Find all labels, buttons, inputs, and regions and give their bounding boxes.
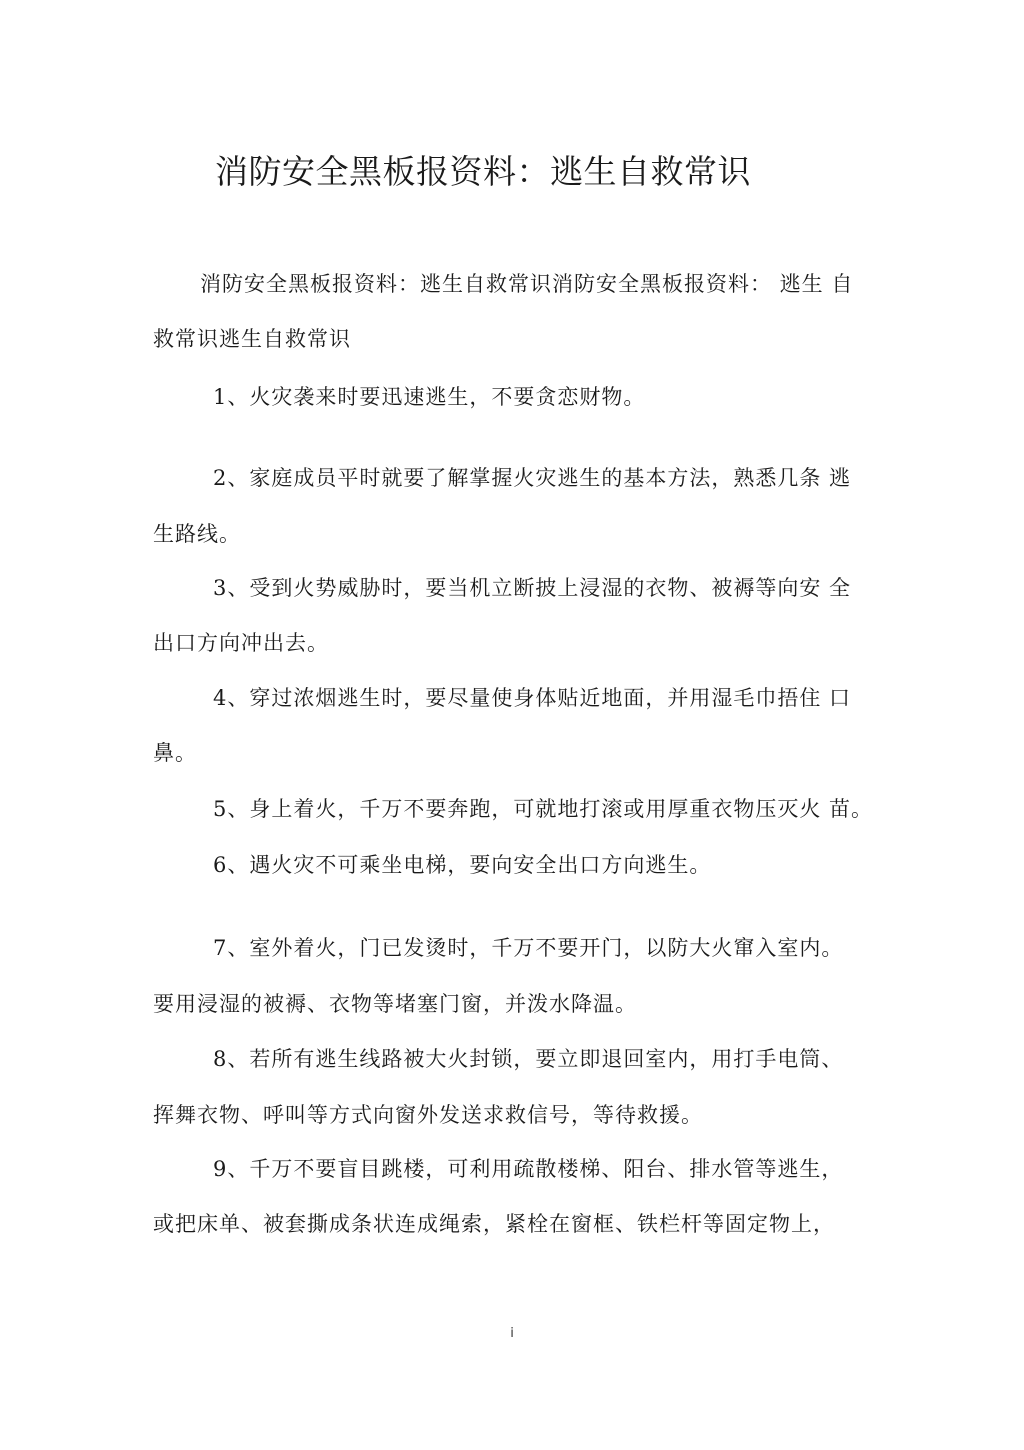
paragraph-line: 要用浸湿的被褥、衣物等堵塞门窗，并泼水降温。: [153, 992, 637, 1016]
paragraph-line: 或把床单、被套撕成条状连成绳索，紧栓在窗框、铁栏杆等固定物上，: [153, 1212, 835, 1236]
paragraph-line: 8、若所有逃生线路被大火封锁，要立即退回室内，用打手电筒、: [213, 1047, 844, 1071]
paragraph-line: 出口方向冲出去。: [153, 631, 329, 655]
paragraph-line: 消防安全黑板报资料：逃生自救常识消防安全黑板报资料： 逃生 自: [200, 272, 854, 296]
paragraph-line: 3、受到火势威胁时，要当机立断披上浸湿的衣物、被褥等向安 全: [213, 576, 852, 600]
paragraph-line: 9、千万不要盲目跳楼，可利用疏散楼梯、阳台、排水管等逃生，: [213, 1157, 844, 1181]
paragraph-line: 挥舞衣物、呼叫等方式向窗外发送求救信号，等待救援。: [153, 1103, 703, 1127]
paragraph-line: 救常识逃生自救常识: [153, 327, 351, 351]
paragraph-line: 1、火灾袭来时要迅速逃生，不要贪恋财物。: [213, 385, 646, 409]
page-number: i: [510, 1326, 514, 1341]
paragraph-line: 5、身上着火，千万不要奔跑，可就地打滚或用厚重衣物压灭火 苗。: [213, 797, 874, 821]
paragraph-line: 7、室外着火，门已发烫时，千万不要开门，以防大火窜入室内。: [213, 936, 844, 960]
page-title: 消防安全黑板报资料：逃生自救常识: [215, 152, 751, 191]
paragraph-line: 鼻。: [153, 741, 197, 765]
paragraph-line: 4、穿过浓烟逃生时，要尽量使身体贴近地面，并用湿毛巾捂住 口: [213, 686, 852, 710]
paragraph-line: 6、遇火灾不可乘坐电梯，要向安全出口方向逃生。: [213, 853, 712, 877]
paragraph-line: 生路线。: [153, 522, 241, 546]
paragraph-line: 2、家庭成员平时就要了解掌握火灾逃生的基本方法，熟悉几条 逃: [213, 466, 852, 490]
